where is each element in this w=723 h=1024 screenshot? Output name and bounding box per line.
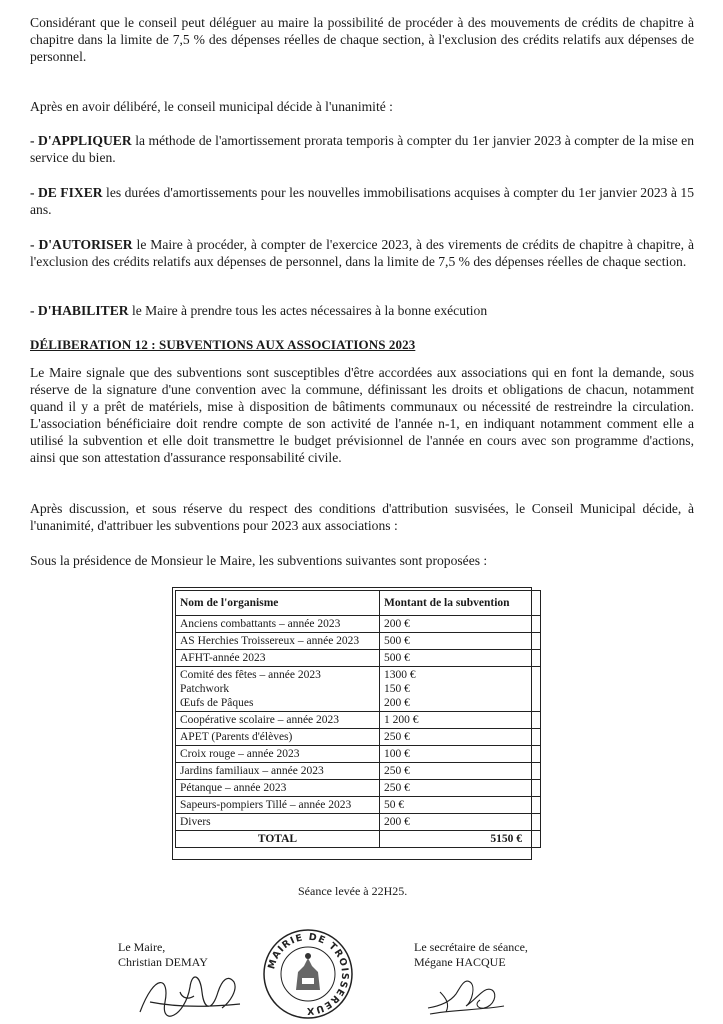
autoriser-text: le Maire à procéder, à compter de l'exercice 2023, à des virements de crédits de chapitre à chapitre, à l'exclusion des crédits relatifs aux dépenses de personnel, dans la limite de 7,5 % des dépenses réelles de chaque section.: [30, 237, 694, 269]
cell-organisme: Divers: [176, 814, 380, 831]
table-total-row: [176, 831, 541, 848]
cell-organisme: Anciens combattants – année 2023: [176, 616, 380, 633]
secretaire-name: Mégane HACQUE: [414, 955, 506, 969]
cell-organisme: Sapeurs-pompiers Tillé – année 2023: [176, 797, 380, 814]
table-row: [176, 814, 541, 831]
table-row: [176, 746, 541, 763]
cell-organisme: Croix rouge – année 2023: [176, 746, 380, 763]
habiliter-text: le Maire à prendre tous les actes nécessaires à la bonne exécution: [128, 303, 488, 318]
seal-text: MAIRIE DE TROISSEREUX: [266, 931, 351, 1017]
cell-montant: 1300 € 150 € 200 €: [380, 667, 541, 712]
paragraph-appliquer: [30, 132, 694, 166]
maire-title: Le Maire,: [118, 940, 166, 954]
table-row: [176, 763, 541, 780]
maire-name: Christian DEMAY: [118, 955, 208, 969]
table-row: [176, 712, 541, 729]
appliquer-text: la méthode de l'amortissement prorata temporis à compter du 1er janvier 2023 à compter de la mise en service du bien.: [30, 133, 694, 165]
seance-closing: Séance levée à 22H25.: [298, 884, 408, 898]
cell-montant: 250 €: [380, 763, 541, 780]
cell-montant: 250 €: [380, 729, 541, 746]
header-montant: Montant de la subvention: [380, 591, 541, 616]
table-row: [176, 616, 541, 633]
fixer-text: les durées d'amortissements pour les nouvelles immobilisations acquises à compter du 1er janvier 2023 à 15 ans.: [30, 185, 694, 217]
cell-organisme: Pétanque – année 2023: [176, 780, 380, 797]
mairie-seal: [262, 928, 354, 1020]
paragraph-fixer: [30, 184, 694, 218]
cell-montant: 250 €: [380, 780, 541, 797]
paragraph-decision: Après discussion, et sous réserve du respect des conditions d'attribution susvisées, le Conseil Municipal décide, à l'unanimité, d'attribuer les subventions pour 2023 aux associations :: [30, 501, 694, 533]
cell-montant: 50 €: [380, 797, 541, 814]
cell-organisme: Coopérative scolaire – année 2023: [176, 712, 380, 729]
cell-montant: 1 200 €: [380, 712, 541, 729]
section-heading: DÉLIBERATION 12 : SUBVENTIONS AUX ASSOCIATIONS 2023: [30, 337, 416, 352]
appliquer-lead: - D'APPLIQUER: [30, 133, 132, 148]
paragraph-subventions-conditions: Le Maire signale que des subventions sont susceptibles d'être accordées aux associations qui en font la demande, sous réserve de la signature d'une convention avec la commune, définissant les droits et obligations de chacun, notamment quand il y a prêt de matériels, mise à disposition de bâtiments communaux ou nécessité de restreindre la circulation. L'association bénéficiaire doit rendre compte de son activité de l'année n-1, en indiquant notamment comment elle a utilisé la subvention et elle doit transmettre le budget prévisionnel de l'année en cours avec son programme d'actions, ainsi que son attestation d'assurance responsabilité civile.: [30, 365, 694, 465]
autoriser-lead: - D'AUTORISER: [30, 237, 133, 252]
table-row: [176, 797, 541, 814]
cell-organisme: APET (Parents d'élèves): [176, 729, 380, 746]
table-header-row: [176, 591, 541, 616]
habiliter-lead: - D'HABILITER: [30, 303, 129, 318]
header-organisme: Nom de l'organisme: [176, 591, 380, 616]
paragraph-habiliter: [30, 302, 694, 319]
maire-signature-scribble: [130, 962, 250, 1024]
total-label: TOTAL: [176, 831, 380, 848]
cell-organisme: Jardins familiaux – année 2023: [176, 763, 380, 780]
cell-organisme: AS Herchies Troissereux – année 2023: [176, 633, 380, 650]
paragraph-proposal: Sous la présidence de Monsieur le Maire, les subventions suivantes sont proposées :: [30, 553, 488, 568]
cell-montant: 200 €: [380, 814, 541, 831]
total-amount: 5150 €: [380, 831, 541, 848]
fixer-lead: - DE FIXER: [30, 185, 103, 200]
cell-montant: 200 €: [380, 616, 541, 633]
cell-montant: 100 €: [380, 746, 541, 763]
cell-montant: 500 €: [380, 633, 541, 650]
table-row: [176, 729, 541, 746]
paragraph-autoriser: [30, 236, 694, 270]
cell-organisme: AFHT-année 2023: [176, 650, 380, 667]
secretaire-title: Le secrétaire de séance,: [414, 940, 528, 954]
secretaire-signature-scribble: [420, 968, 510, 1020]
cell-montant: 500 €: [380, 650, 541, 667]
subventions-table: [175, 590, 541, 848]
table-row: [176, 667, 541, 712]
table-row: [176, 780, 541, 797]
paragraph-deliberation-intro: Après en avoir délibéré, le conseil municipal décide à l'unanimité :: [30, 99, 393, 114]
paragraph-delegation: Considérant que le conseil peut déléguer au maire la possibilité de procéder à des mouvements de crédits de chapitre à chapitre dans la limite de 7,5 % des dépenses réelles de chaque section, à l'exclusion des crédits relatifs aux dépenses de personnel.: [30, 15, 694, 64]
signature-block-secretaire: [414, 940, 528, 970]
table-body: [176, 616, 541, 848]
table-row: [176, 650, 541, 667]
cell-organisme: Comité des fêtes – année 2023 Patchwork Œufs de Pâques: [176, 667, 380, 712]
table-row: [176, 633, 541, 650]
